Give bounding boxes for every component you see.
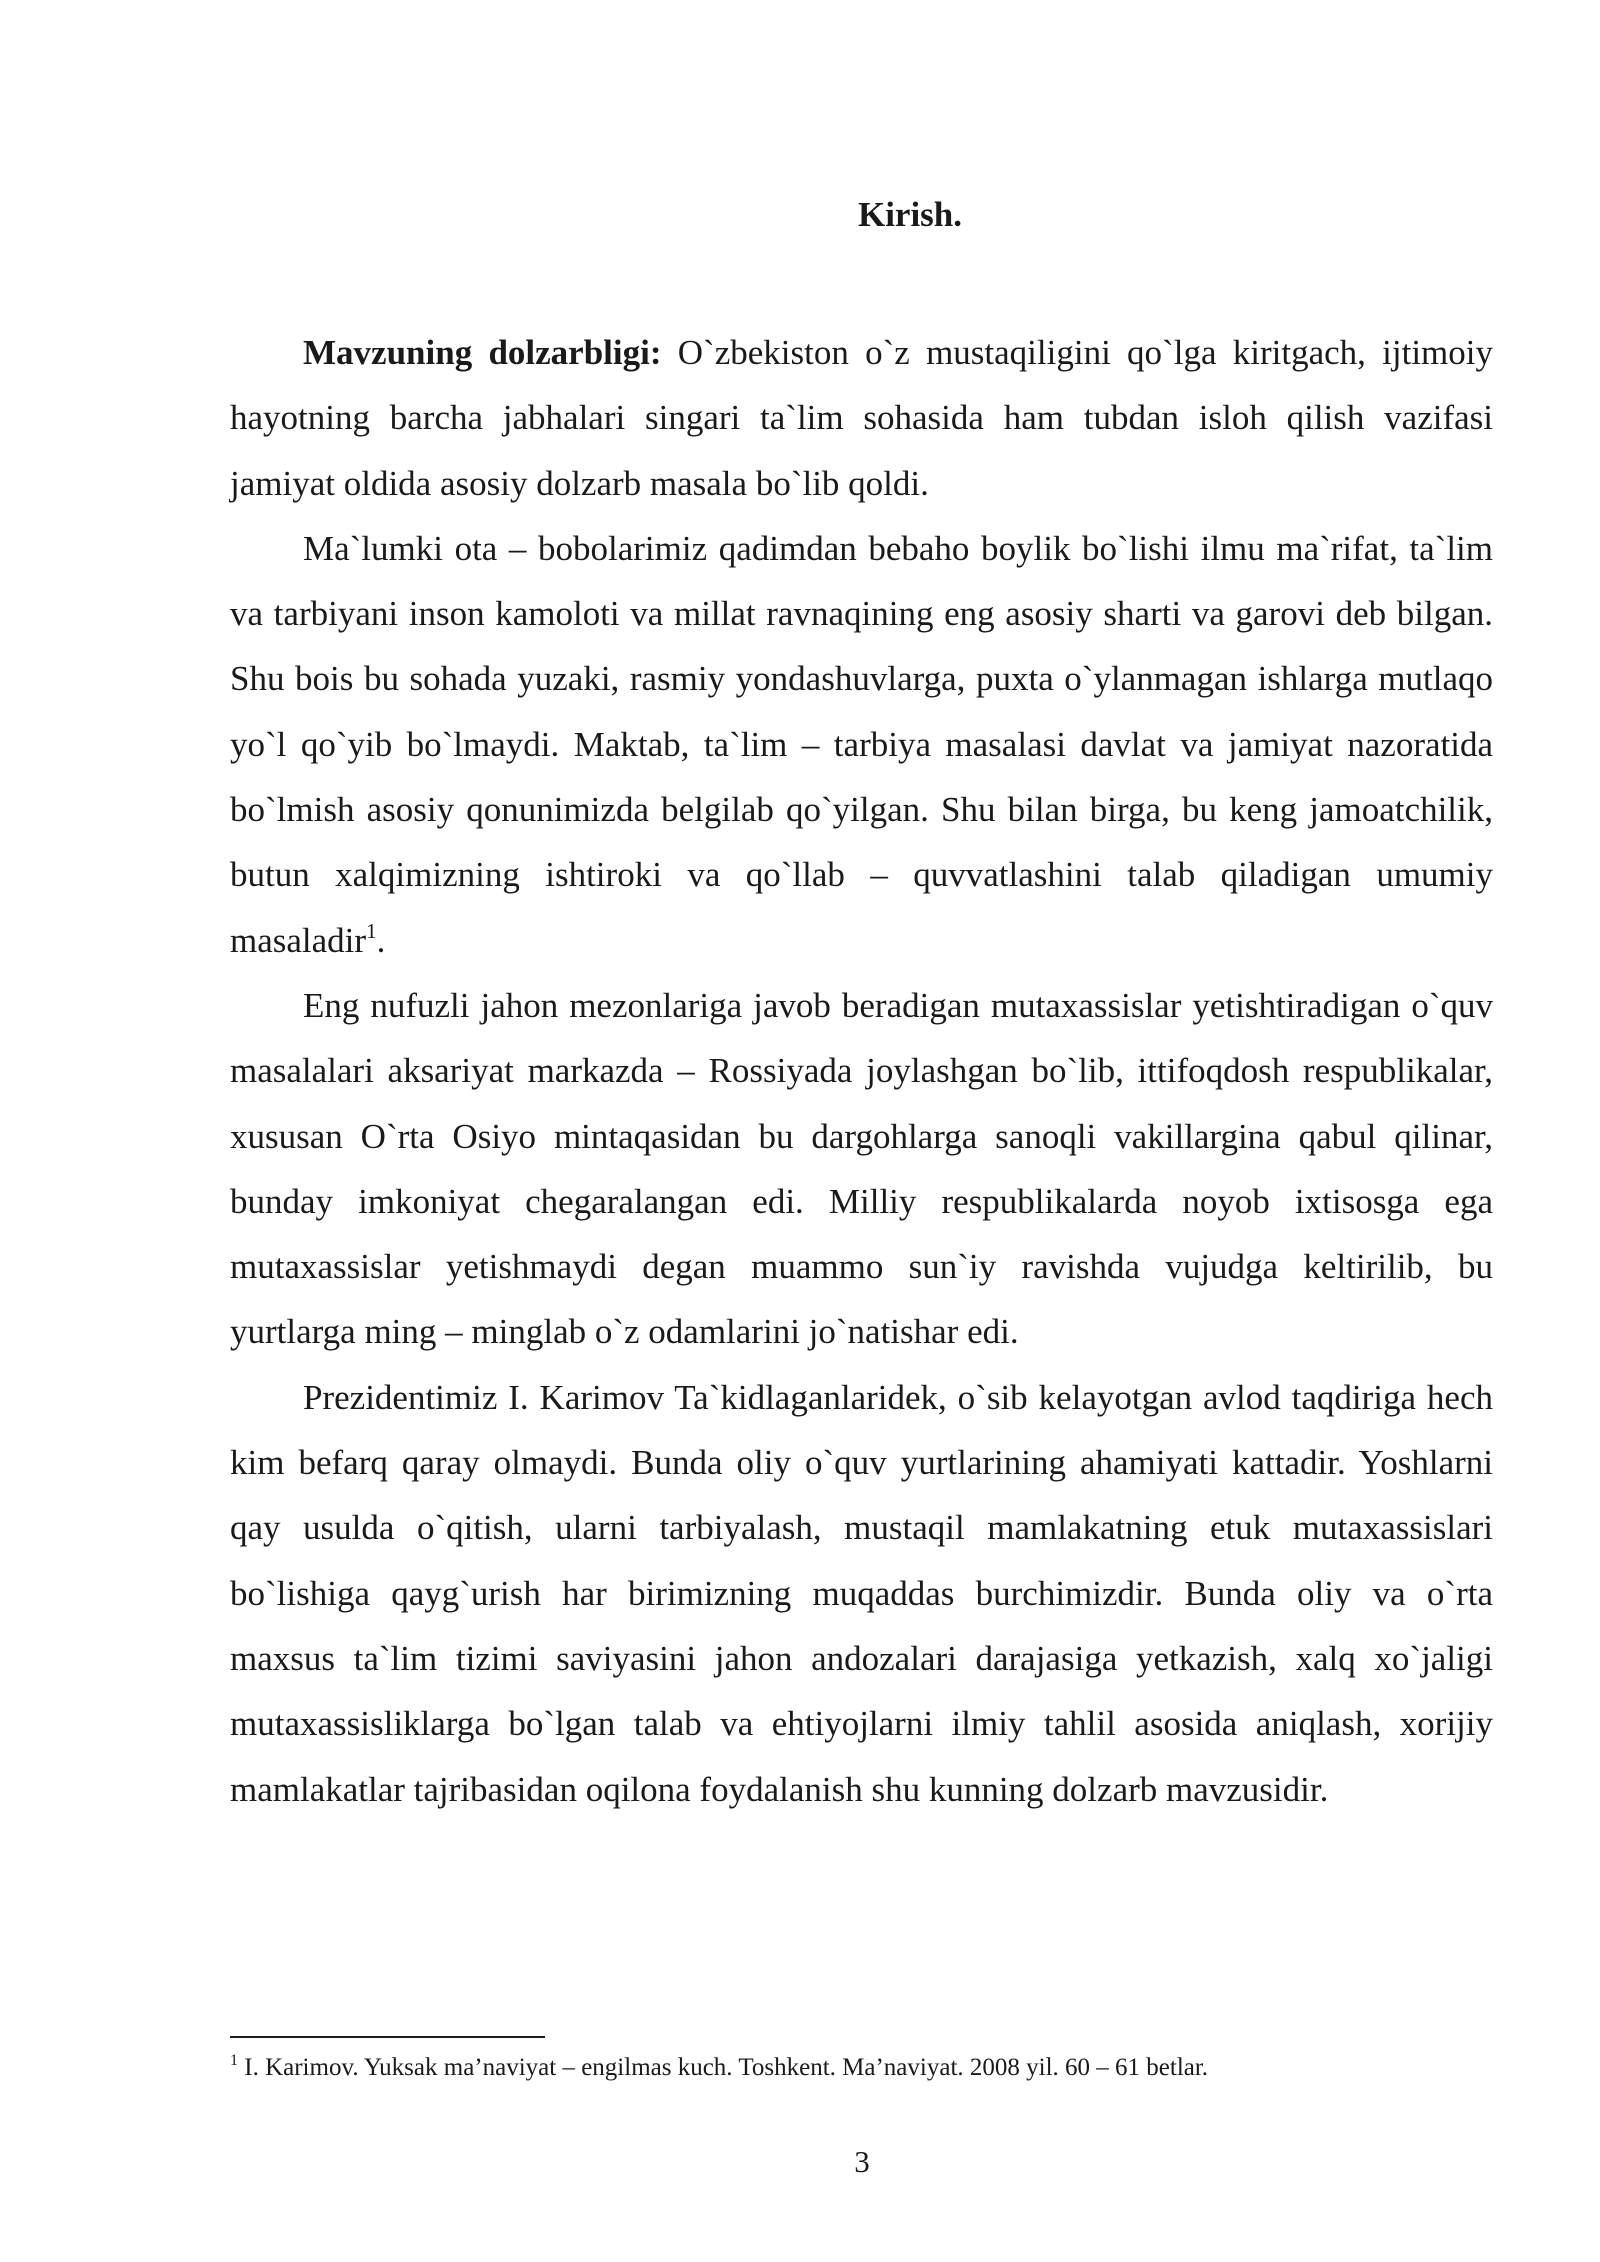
footnote-mark: 1 bbox=[230, 2052, 238, 2069]
page-number: 3 bbox=[854, 2144, 870, 2179]
paragraph-text: Ma`lumki ota – bobolarimiz qadimdan bebaho boylik bo`lishi ilmu ma`rifat, ta`lim va tarbiyani inson kamoloti va millat ravnaqining eng asosiy sharti va garovi deb bilgan. Shu bois bu sohada yuzaki, rasmiy yondashuvlarga, puxta o`ylanmagan ishlarga mutlaqo yo`l qo`yib bo`lmaydi. Maktab, ta`lim – tarbiya masalasi davlat va jamiyat nazoratida bo`lmish asosiy qonunimizda belgilab qo`yilgan. Shu bilan birga, bu keng jamoatchilik, butun xalqimizning ishtiroki va qo`llab – quvvatlashini talab qiladigan umumiy masaladir bbox=[230, 528, 1493, 960]
footnote-text: I. Karimov. Yuksak ma’naviyat – engilmas kuch. Toshkent. Ma’naviyat. 2008 yil. 60 – 61 betlar. bbox=[238, 2054, 1209, 2081]
footnote bbox=[230, 2050, 1493, 2086]
footnote-reference[interactable]: 1 bbox=[366, 918, 377, 943]
page-title: Kirish. bbox=[857, 195, 963, 234]
footnote-separator bbox=[230, 2036, 545, 2038]
body-text bbox=[230, 320, 1493, 1822]
paragraph-ancestors bbox=[230, 516, 1493, 973]
paragraph-text: Prezidentimiz I. Karimov Ta`kidlaganlaridek, o`sib kelayotgan avlod taqdiriga hech kim befarq qaray olmaydi. Bunda oliy o`quv yurtlarining ahamiyati kattadir. Yoshlarni qay usulda o`qitish, ularni tarbiyalash, mustaqil mamlakatning etuk mutaxassislari bo`lishiga qayg`urish har birimizning muqaddas burchimizdir. Bunda oliy va o`rta maxsus ta`lim tizimi saviyasini jahon andozalari darajasiga yetkazish, xalq xo`jaligi mutaxassisliklarga bo`lgan talab va ehtiyojlarni ilmiy tahlil asosida aniqlash, xorijiy mamlakatlar tajribasidan oqilona foydalanish shu kunning dolzarb mavzusidir. bbox=[230, 1377, 1493, 1809]
paragraph-lead: Mavzuning dolzarbligi: bbox=[303, 333, 662, 372]
paragraph-relevance bbox=[230, 320, 1493, 516]
paragraph-specialists bbox=[230, 973, 1493, 1365]
paragraph-president bbox=[230, 1365, 1493, 1822]
paragraph-end-punctuation: . bbox=[376, 920, 386, 960]
paragraph-text: O`zbekiston o`z mustaqiligini qo`lga kiritgach, ijtimoiy hayotning barcha jabhalari singari ta`lim sohasida ham tubdan isloh qilish vazifasi jamiyat oldida asosiy dolzarb masala bo`lib qoldi. bbox=[230, 333, 1493, 503]
paragraph-text: Eng nufuzli jahon mezonlariga javob beradigan mutaxassislar yetishtiradigan o`quv masalalari aksariyat markazda – Rossiyada joylashgan bo`lib, ittifoqdosh respublikalar, xususan O`rta Osiyo mintaqasidan bu dargohlarga sanoqli vakillargina qabul qilinar, bunday imkoniyat chegaralangan edi. Milliy respublikalarda noyob ixtisosga ega mutaxassislar yetishmaydi degan muammo sun`iy ravishda vujudga keltirilib, bu yurtlarga ming – minglab o`z odamlarini jo`natishar edi. bbox=[230, 985, 1493, 1352]
